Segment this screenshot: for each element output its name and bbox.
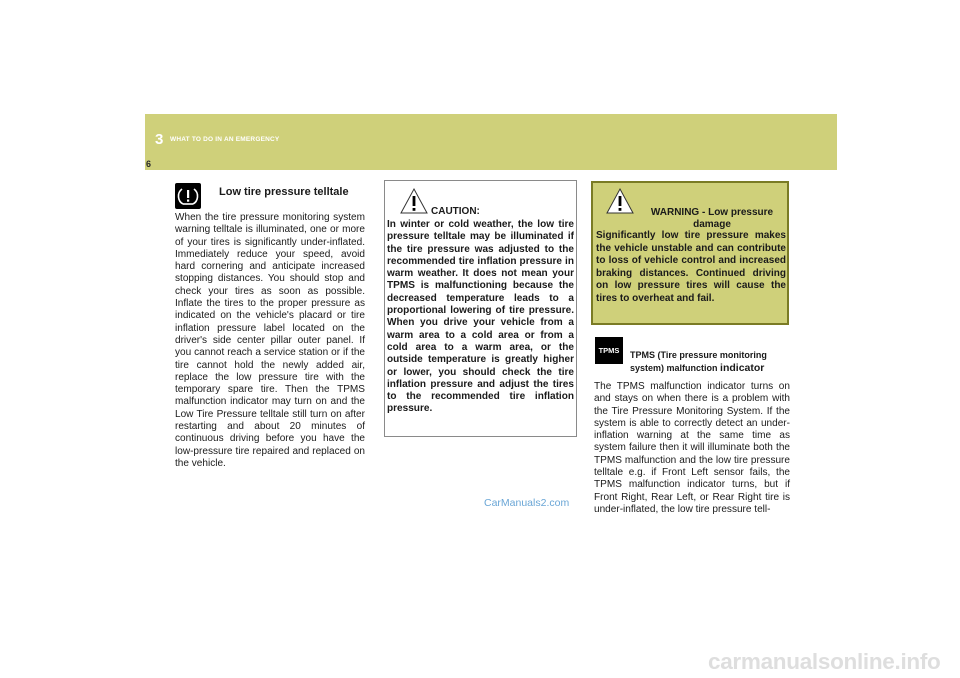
tpms-body: The TPMS malfunction indicator turns on and stays on when there is a problem with the Tire Pressure Monitoring System. If the system is able to correctly detect an under-inflation warning at the same time as system failure then it will illuminate both the TPMS malfunction and the low tire pressure telltale e.g. if Front Left sensor fails, the TPMS malfunction indicator turns, but if Front Right, Rear Left, or Rear Right tire is under-inflated, the low tire pressure tell- — [594, 381, 790, 515]
chapter-title: WHAT TO DO IN AN EMERGENCY — [170, 136, 280, 143]
page-number: 6 — [146, 159, 152, 169]
tpms-indicator-icon: TPMS — [595, 337, 623, 364]
watermark-footer: carmanualsonline.info — [708, 649, 941, 674]
exclamation-triangle-icon — [605, 187, 635, 215]
warning-body: Significantly low tire pressure makes the vehicle unstable and can contribute to loss of vehicle control and increased braking distances. Continued driving on low pressure tires will cause the tires to overheat and fail. — [596, 230, 786, 304]
caution-body: In winter or cold weather, the low tire pressure telltale may be illuminated if the tire pressure was adjusted to the recommended tire inflation pressure in warm weather. It does not mean your TPMS is malfunctioning because the decreased temperature leads to a proportional lowering of tire pressure. When you drive your vehicle from a warm area to a cold area or from a cold area to a warm area, or the outside temperature is greatly higher or lower, you should check the tire inflation pressure and adjust the tires to the recommended tire inflation pressure. — [387, 219, 574, 415]
telltale-body: When the tire pressure monitoring system warning telltale is illuminated, one or more of your tires is significantly under-inflated. Immediately reduce your speed, avoid hard cornering and anticipate increased stopping distances. You should stop and check your tires as soon as possible. Inflate the tires to the proper pressure as indicated on the vehicle's placard or tire inflation pressure label located on the driver's side center pillar outer panel. If you cannot reach a service station or if the tire cannot hold the newly added air, replace the low pressure tire with the temporary spare tire. Then the TPMS malfunction indicator may turn on and the Low Tire Pressure telltale still turn on after restarting and about 20 minutes of continuous driving before you have the low-pressure tire repaired and replaced on the vehicle. — [175, 212, 365, 469]
telltale-title: Low tire pressure telltale — [219, 186, 349, 198]
tpms-heading-text: TPMS (Tire pressure monitoring system) malfunction — [630, 350, 767, 373]
header-tab-shape — [0, 152, 153, 170]
tpms-heading — [630, 349, 790, 375]
chapter-number: 3 — [155, 131, 164, 148]
exclamation-triangle-icon — [399, 187, 429, 215]
warning-title: WARNING - Low pressure damage — [650, 207, 774, 230]
tpms-heading-indicator: indicator — [720, 362, 765, 374]
watermark-link[interactable]: CarManuals2.com — [484, 497, 570, 509]
caution-title: CAUTION: — [431, 206, 480, 217]
tire-pressure-warning-icon — [175, 183, 201, 209]
warning-box — [591, 181, 789, 325]
caution-box — [384, 180, 577, 437]
